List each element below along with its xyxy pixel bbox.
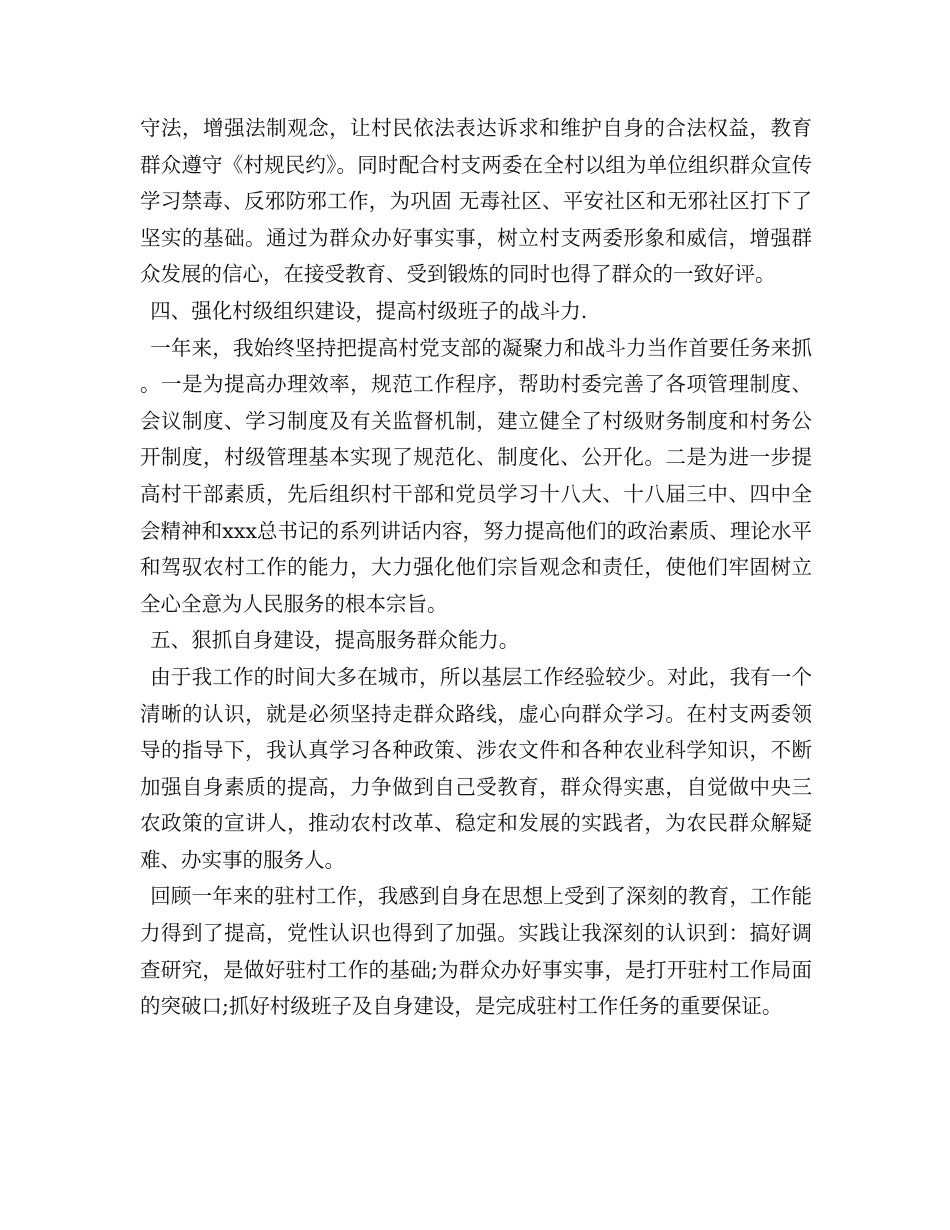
paragraph-organization-building: 一年来，我始终坚持把提高村党支部的凝聚力和战斗力当作首要任务来抓。一是为提高办理效率，规范工作程序，帮助村委完善了各项管理制度、会议制度、学习制度及有关监督机制，建立健全了村级财务制度和村务公开制度，村级管理基本实现了规范化、制度化、公开化。二是为进一步提高村干部素质，先后组织村干部和党员学习十八大、十八届三中、四中全会精神和xxx总书记的系列讲话内容，努力提高他们的政治素质、理论水平和驾驭农村工作的能力，大力强化他们宗旨观念和责任，使他们牢固树立全心全意为人民服务的根本宗旨。 xyxy=(140,335,812,616)
paragraph-review: 回顾一年来的驻村工作，我感到自身在思想上受到了深刻的教育，工作能力得到了提高，党性认识也得到了加强。实践让我深刻的认识到：搞好调查研究，是做好驻村工作的基础;为群众办好事实事，是打开驻村工作局面的突破口;抓好村级班子及自身建设，是完成驻村工作任务的重要保证。 xyxy=(140,884,812,1019)
section-heading-5: 五、狠抓自身建设，提高服务群众能力。 xyxy=(150,628,520,653)
document-page xyxy=(140,110,812,1025)
paragraph-legal-awareness: 守法，增强法制观念，让村民依法表达诉求和维护自身的合法权益，教育群众遵守《村规民约》。同时配合村支两委在全村以组为单位组织群众宣传学习禁毒、反邪防邪工作，为巩固 无毒社区、平安社区和无邪社区打下了坚实的基础。通过为群众办好事实事，树立村支两委形象和威信，增强群众发展的信心，在接受教育、受到锻炼的同时也得了群众的一致好评。 xyxy=(140,116,812,287)
paragraph-self-building: 由于我工作的时间大多在城市，所以基层工作经验较少。对此，我有一个清晰的认识，就是必须坚持走群众路线，虚心向群众学习。在村支两委领导的指导下，我认真学习各种政策、涉农文件和各种农业科学知识，不断加强自身素质的提高，力争做到自己受教育，群众得实惠，自觉做中央三农政策的宣讲人，推动农村改革、稳定和发展的实践者，为农民群众解疑难、办实事的服务人。 xyxy=(140,664,812,872)
section-heading-4: 四、强化村级组织建设，提高村级班子的战斗力. xyxy=(150,298,588,323)
